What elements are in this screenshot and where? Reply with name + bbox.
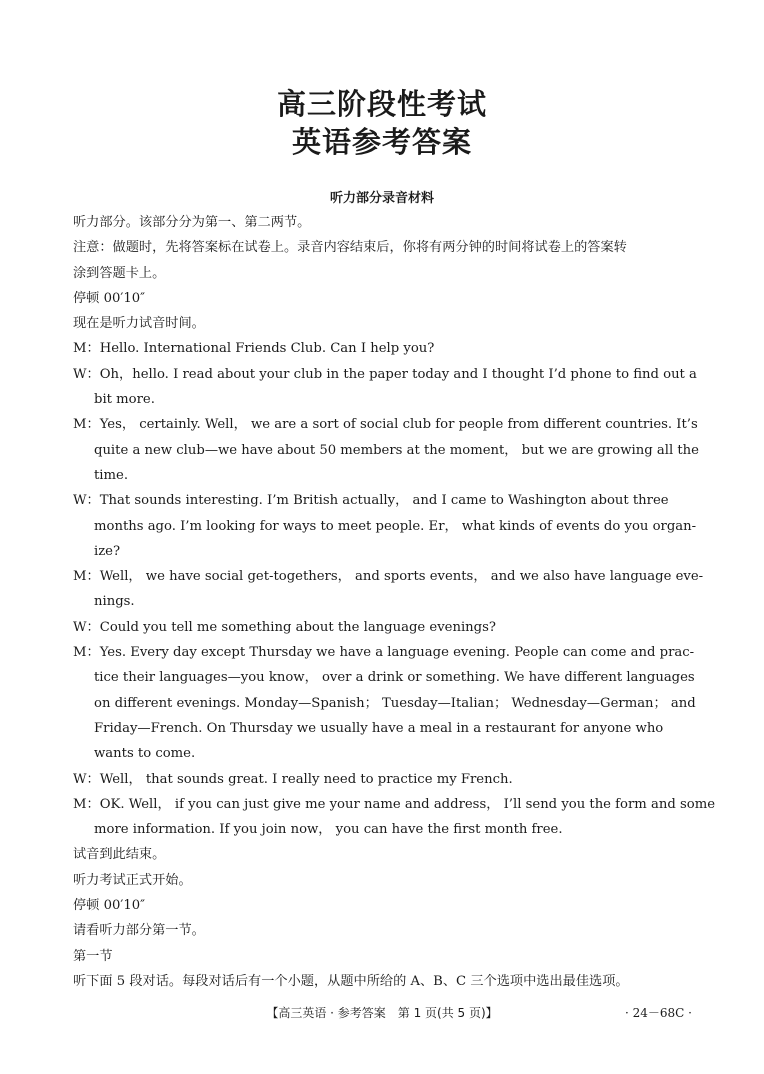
outro-line: 停顿 00′10″	[73, 898, 146, 914]
speaker-label: W：	[73, 493, 100, 509]
outro-line: 试音到此结束。	[73, 847, 166, 863]
outro-line: 第一节	[73, 948, 113, 964]
intro-line: 现在是听力试音时间。	[73, 316, 205, 332]
dialogue-line	[73, 336, 693, 361]
dialogue-turn	[73, 336, 693, 361]
dialogue-text: Yes， certainly. Well， we are a sort of social club for people from different countries. It’s	[99, 417, 698, 433]
dialogue-line	[73, 792, 716, 817]
dialogue-line	[73, 539, 693, 564]
document-body	[73, 210, 716, 994]
dialogue-line	[73, 564, 704, 589]
dialogue-line	[73, 665, 693, 690]
dialogue-transcript	[73, 336, 716, 842]
dialogue-line	[73, 716, 693, 741]
outro-line: 听力考试正式开始。	[73, 872, 192, 888]
speaker-label: M：	[73, 341, 100, 357]
dialogue-text: Well， we have social get-togethers， and sports events， and we also have language eve-	[99, 569, 704, 585]
dialogue-text: Well， that sounds great. I really need to practice my French.	[99, 771, 513, 787]
dialogue-line	[73, 412, 698, 437]
dialogue-line	[73, 640, 693, 665]
dialogue-turn	[73, 792, 716, 843]
dialogue-text: nings.	[94, 594, 135, 610]
document-subtitle: 英语参考答案	[291, 125, 472, 159]
dialogue-turn	[73, 640, 696, 766]
footer-code: · 24－68C ·	[625, 1006, 692, 1020]
dialogue-text: ize?	[94, 543, 121, 559]
dialogue-line	[73, 615, 693, 640]
dialogue-line	[73, 741, 693, 766]
speaker-label: W：	[73, 619, 100, 635]
dialogue-line	[73, 691, 696, 716]
speaker-label: W：	[73, 771, 100, 787]
section-heading: 听力部分录音材料	[329, 191, 434, 206]
speaker-label: W：	[73, 366, 100, 382]
dialogue-text: time.	[94, 467, 129, 483]
dialogue-text: wants to come.	[94, 746, 196, 762]
intro-line: 注意：做题时，先将答案标在试卷上。录音内容结束后，你将有两分钟的时间将试卷上的答案转	[73, 240, 627, 256]
dialogue-line	[73, 463, 693, 488]
dialogue-text: Could you tell me something about the language evenings?	[99, 619, 496, 635]
dialogue-text: months ago. I’m looking for ways to meet people. Er， what kinds of events do you organ-	[94, 518, 697, 534]
dialogue-text: Oh，hello. I read about your club in the paper today and I thought I’d phone to find out a	[99, 366, 697, 382]
intro-line: 停顿 00′10″	[73, 290, 146, 306]
dialogue-line	[73, 817, 693, 842]
outro-line: 请看听力部分第一节。	[73, 923, 205, 939]
dialogue-text: Hello. International Friends Club. Can I help you?	[99, 341, 435, 357]
dialogue-turn	[73, 488, 697, 564]
speaker-label: M：	[73, 796, 100, 812]
dialogue-text: quite a new club—we have about 50 members at the moment， but we are growing all the	[94, 442, 699, 458]
dialogue-text: Friday—French. On Thursday we usually have a meal in a restaurant for anyone who	[94, 720, 664, 736]
dialogue-text: tice their languages—you know， over a drink or something. We have different languages	[94, 670, 695, 686]
dialogue-line	[73, 514, 697, 539]
dialogue-turn	[73, 564, 704, 615]
dialogue-line	[73, 438, 699, 463]
dialogue-text: Yes. Every day except Thursday we have a language evening. People can come and prac-	[99, 645, 695, 661]
outro-line: 听下面 5 段对话。每段对话后有一个小题，从题中所给的 A、B、C 三个选项中选出最佳选项。	[73, 973, 629, 989]
dialogue-line	[73, 387, 693, 412]
dialogue-text: on different evenings. Monday—Spanish； Tuesday—Italian； Wednesday—German； and	[94, 695, 696, 711]
footer-page-info: 【高三英语 · 参考答案 第 1 页(共 5 页)】	[266, 1006, 498, 1020]
speaker-label: M：	[73, 645, 100, 661]
dialogue-line	[73, 767, 693, 792]
dialogue-text: That sounds interesting. I’m British actually， and I came to Washington about three	[99, 493, 669, 509]
speaker-label: M：	[73, 417, 100, 433]
dialogue-turn	[73, 615, 693, 640]
intro-line: 听力部分。该部分分为第一、第二两节。	[73, 215, 311, 230]
dialogue-line	[73, 362, 697, 387]
dialogue-text: OK. Well， if you can just give me your name and address， I’ll send you the form and some	[99, 796, 716, 812]
dialogue-turn	[73, 767, 693, 792]
speaker-label: M：	[73, 569, 100, 585]
dialogue-text: more information. If you join now， you can have the first month free.	[94, 822, 563, 838]
intro-line: 涂到答题卡上。	[73, 265, 166, 281]
dialogue-line	[73, 589, 693, 614]
dialogue-line	[73, 488, 693, 513]
dialogue-turn	[73, 362, 697, 413]
document-title: 高三阶段性考试	[276, 87, 487, 121]
dialogue-text: bit more.	[94, 392, 155, 408]
dialogue-turn	[73, 412, 699, 488]
